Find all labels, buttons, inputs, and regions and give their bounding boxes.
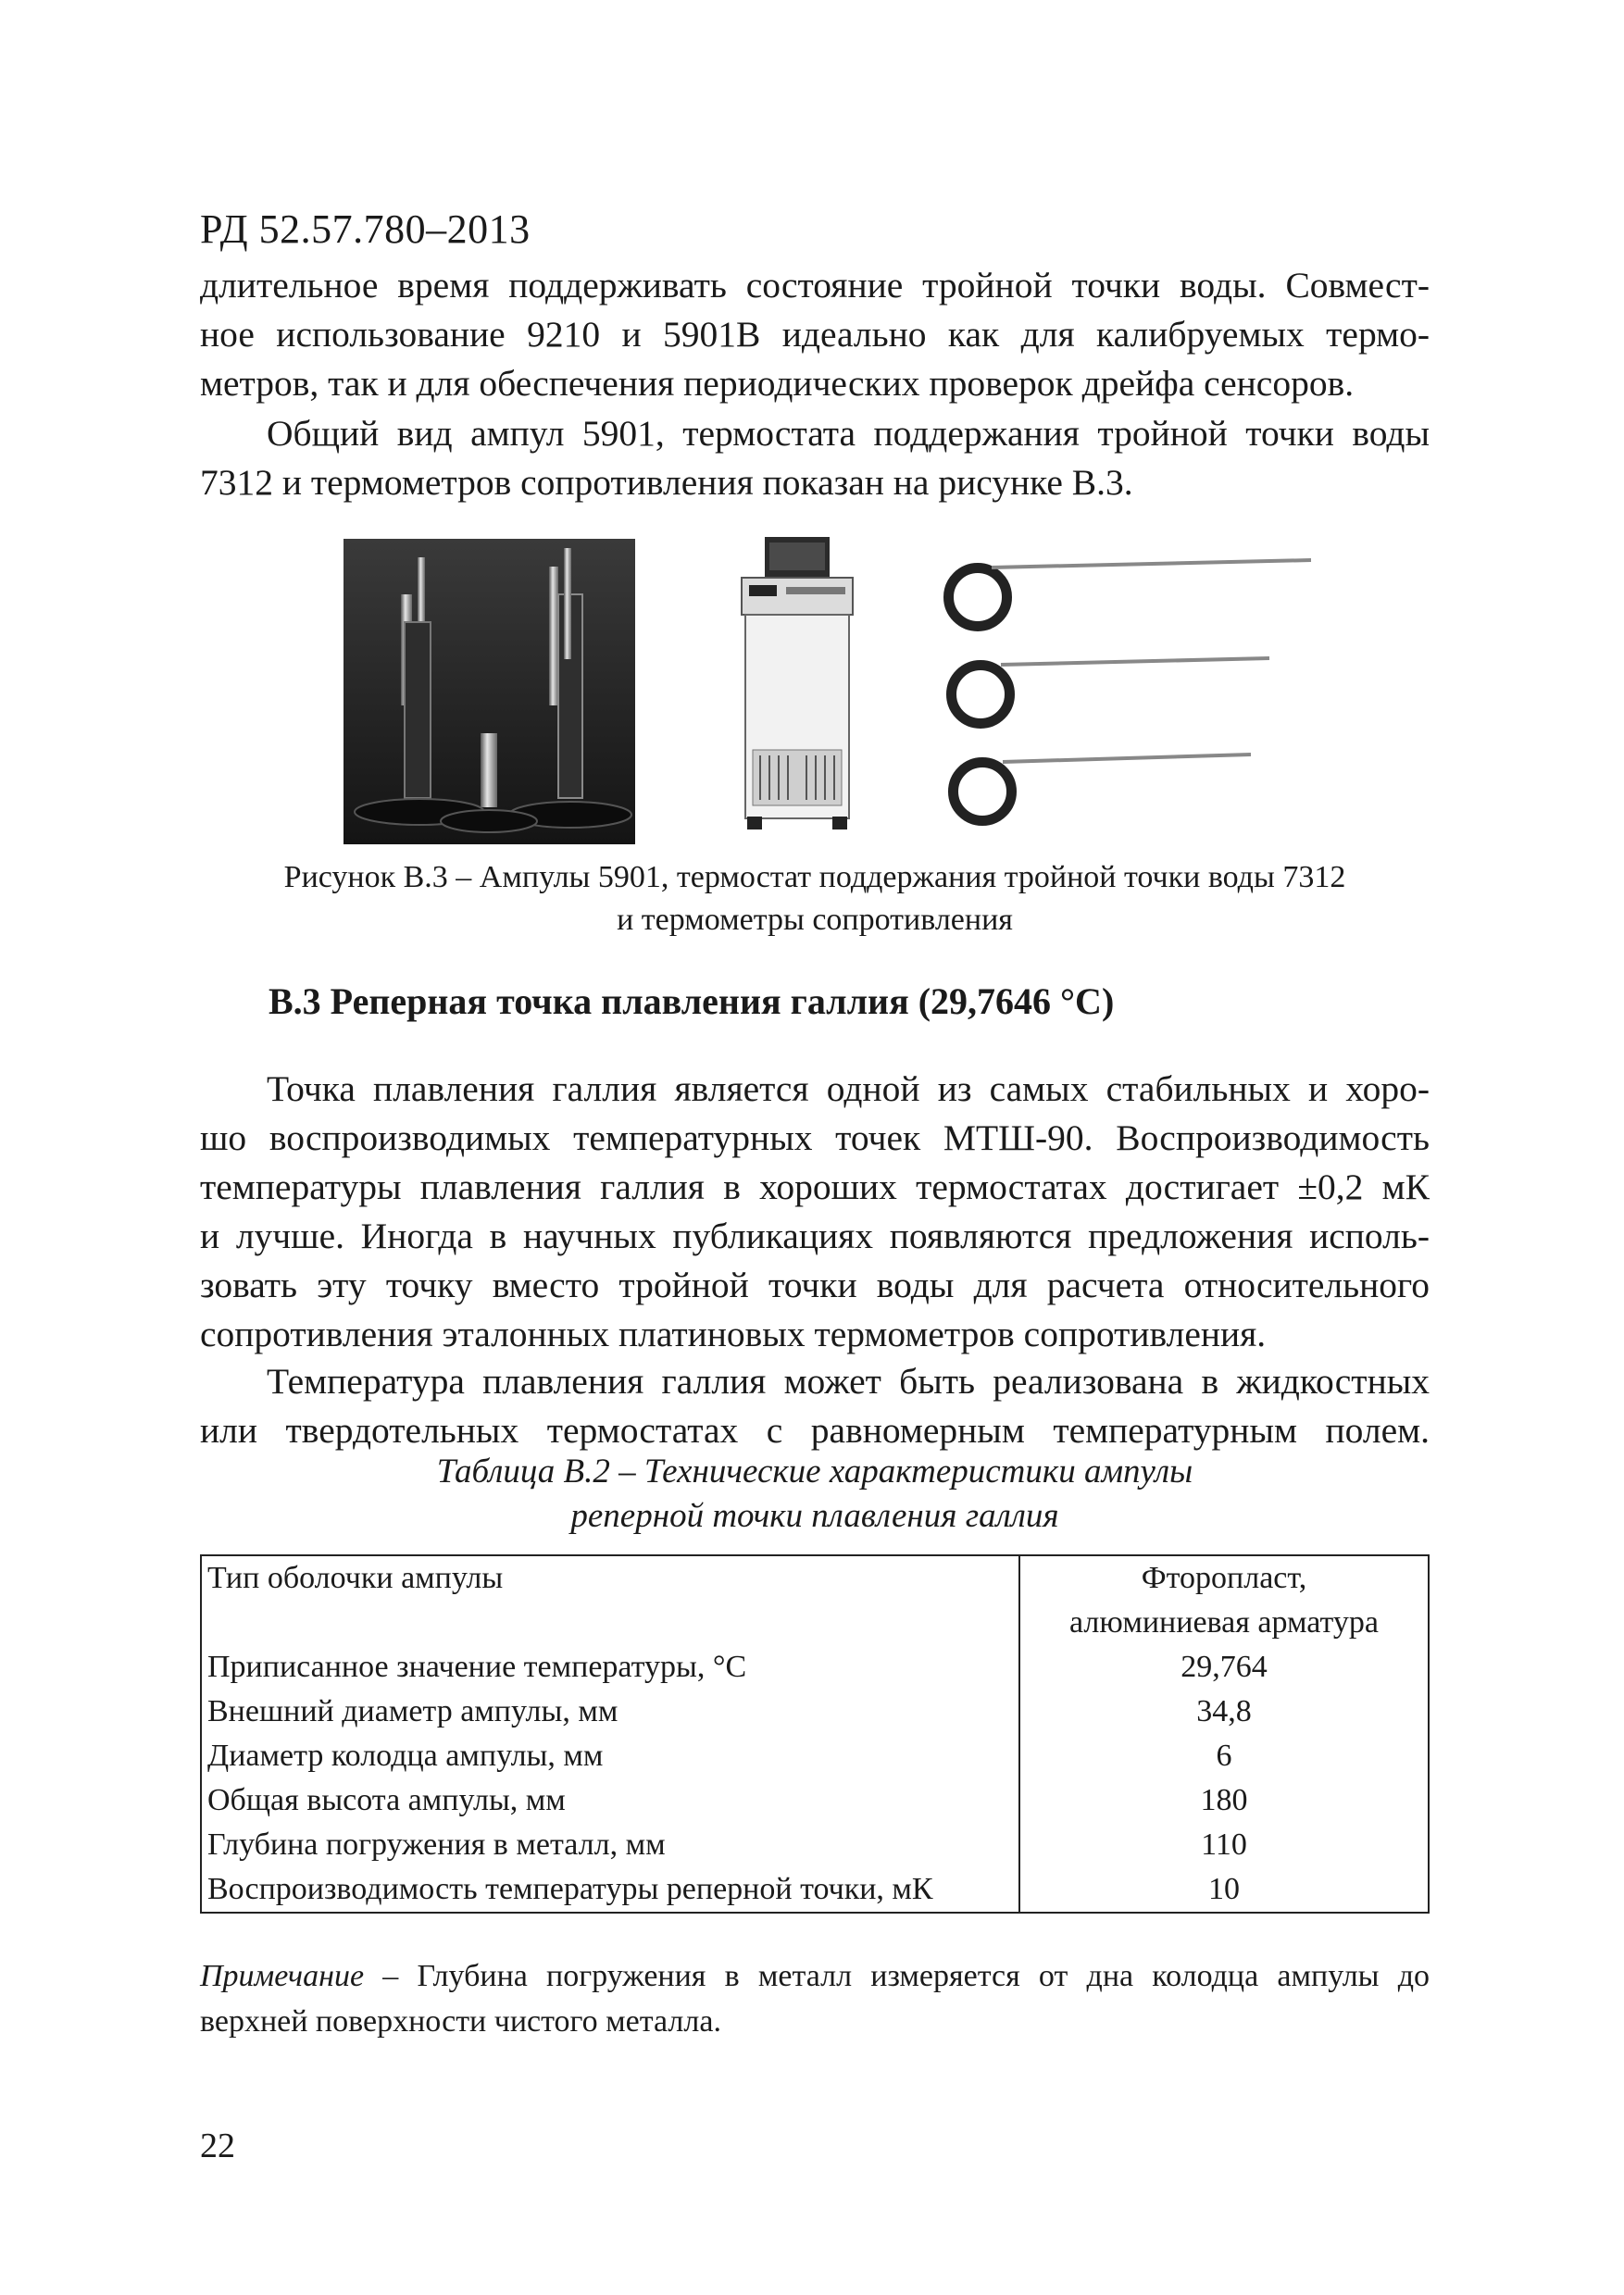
figure-reference-paragraph (200, 409, 1430, 507)
table-row (201, 1778, 1429, 1823)
figure-b3 (200, 537, 1430, 852)
table-param-cell: Приписанное значение температуры, °С (201, 1645, 1019, 1690)
gallium-paragraph-line: сопротивления эталонных платиновых термометров сопротивления. (200, 1314, 1267, 1354)
gallium-paragraph-2 (200, 1357, 1430, 1455)
thermostat-7312-image (732, 537, 862, 847)
table-row (201, 1555, 1429, 1645)
figure-caption-line: Рисунок В.3 – Ампулы 5901, термостат поддержания тройной точки воды 7312 (283, 860, 1346, 894)
table-value-cell: 10 (1208, 1872, 1240, 1906)
gallium-paragraph-1 (200, 1065, 1430, 1359)
intro-paragraph-line: длительное время поддерживать состояние тройной точки воды. Совмест- (200, 265, 1430, 306)
figure-caption (200, 856, 1430, 942)
table-value-line: алюминиевая арматура (1069, 1605, 1379, 1640)
note-line: верхней поверхности чистого металла. (200, 2004, 721, 2039)
note-line (200, 1953, 1430, 1999)
table-caption-line: реперной точки плавления галлия (570, 1497, 1059, 1535)
table-row (201, 1823, 1429, 1867)
resistance-thermometers-image (936, 551, 1316, 833)
table-param-cell: Глубина погружения в металл, мм (201, 1823, 1019, 1867)
section-heading: В.3 Реперная точка плавления галлия (29,7646 °С) (269, 980, 1115, 1022)
table-row (201, 1734, 1429, 1778)
figure-caption-line: и термометры сопротивления (617, 903, 1013, 937)
intro-paragraph-line: ное использование 9210 и 5901В идеально как для калибруемых термо- (200, 314, 1430, 355)
figure-reference-line: 7312 и термометров сопротивления показан на рисунке В.3. (200, 462, 1133, 503)
document-code-header: РД 52.57.780–2013 (200, 206, 531, 252)
table-caption-line: Таблица В.2 – Технические характеристики ампулы (436, 1453, 1193, 1491)
table-value-cell: 180 (1200, 1783, 1248, 1817)
table-value-line: Фторопласт, (1141, 1561, 1307, 1595)
note-label: Примечание (200, 1959, 365, 1993)
intro-paragraph (200, 261, 1430, 408)
gallium-paragraph-line: шо воспроизводимых температурных точек МТШ-90. Воспроизводимость (200, 1117, 1430, 1158)
gallium-paragraph-line: и лучше. Иногда в научных публикациях появляются предложения исполь- (200, 1216, 1430, 1256)
gallium-paragraph-line: температуры плавления галлия в хороших термостатах достигает ±0,2 мК (200, 1166, 1430, 1207)
table-value-cell: 110 (1201, 1827, 1247, 1862)
table-value-cell: 6 (1216, 1739, 1232, 1773)
page-number: 22 (200, 2127, 235, 2165)
table-row (201, 1645, 1429, 1690)
table-param-cell: Диаметр колодца ампулы, мм (201, 1734, 1019, 1778)
table-value-cell: 29,764 (1181, 1650, 1268, 1684)
gallium-ampoule-specs-table (200, 1554, 1430, 1914)
gallium-paragraph-line: Точка плавления галлия является одной из самых стабильных и хоро- (267, 1068, 1430, 1109)
table-param-cell: Внешний диаметр ампулы, мм (201, 1690, 1019, 1734)
figure-reference-line: Общий вид ампул 5901, термостата поддержания тройной точки воды (267, 413, 1430, 454)
gallium-paragraph-line: Температура плавления галлия может быть реализована в жидкостных (267, 1361, 1430, 1402)
ampoules-5901-image (344, 539, 635, 844)
table-param-cell: Тип оболочки ампулы (201, 1555, 1019, 1645)
gallium-paragraph-line: или твердотельных термостатах с равномерным температурным полем. (200, 1410, 1430, 1451)
table-row (201, 1690, 1429, 1734)
table-row (201, 1867, 1429, 1913)
table-value-cell: 34,8 (1196, 1694, 1252, 1728)
table-param-cell: Воспроизводимость температуры реперной точки, мК (201, 1867, 1019, 1913)
table-value-cell (1019, 1555, 1429, 1645)
table-param-cell: Общая высота ампулы, мм (201, 1778, 1019, 1823)
note-text: – Глубина погружения в металл измеряется от дна колодца ампулы до (364, 1959, 1430, 1993)
gallium-paragraph-line: зовать эту точку вместо тройной точки воды для расчета относительного (200, 1265, 1430, 1305)
table-note (200, 1953, 1430, 2044)
intro-paragraph-line: метров, так и для обеспечения периодических проверок дрейфа сенсоров. (200, 363, 1355, 404)
table-caption (200, 1450, 1430, 1539)
